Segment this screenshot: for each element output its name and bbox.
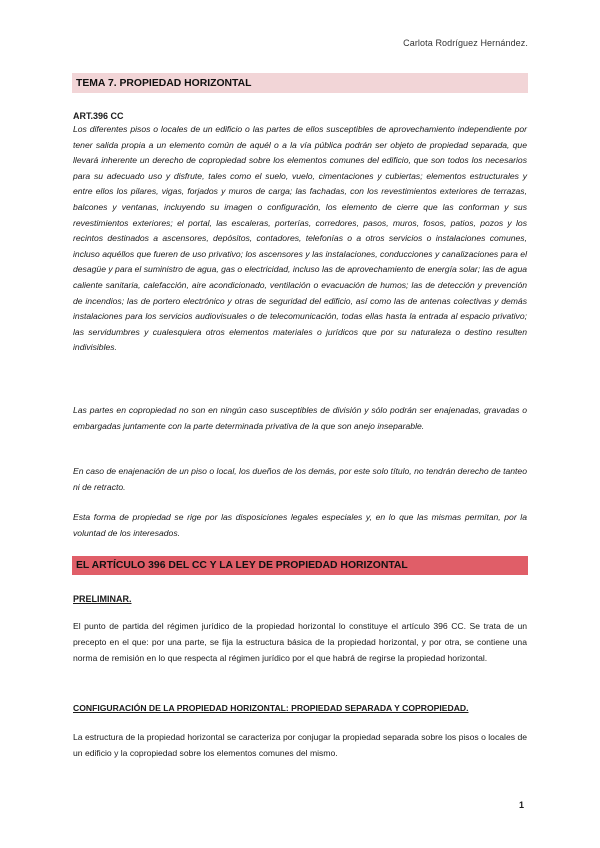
configuracion-paragraph: La estructura de la propiedad horizontal se caracteriza por conjugar la propiedad separada sobre los pisos o locales de un edificio y la copropiedad sobre los elementos comunes del mismo. (73, 732, 527, 758)
preliminar-paragraph: El punto de partida del régimen jurídico de la propiedad horizontal lo constituye el artículo 396 CC. Se trata de un precepto en el que: por una parte, se fija la estructura básica de la propiedad horizontal, y por otra, se contiene una norma de remisión en lo que respecta al régimen jurídico por el que habrá de regirse la propiedad horizontal. (73, 621, 527, 663)
article-paragraph-3: En caso de enajenación de un piso o local, los dueños de los demás, por este solo título, no tendrán derecho de tanteo ni de retracto. (73, 466, 527, 492)
article-paragraph-1: Los diferentes pisos o locales de un edificio o las partes de ellos susceptibles de aprovechamiento independiente por tener salida propia a un elemento común de aquél o a la vía pública podrán ser objeto de propiedad separada, que llevará inherente un derecho de copropiedad sobre los elementos comunes del edificio, que son todos los necesarios para su adecuado uso y disfrute, tales como el suelo, vuelo, cimentaciones y cubiertas; elementos estructurales y entre ellos los pilares, vigas, forjados y muros de carga; las fachadas, con los revestimientos exteriores de terrazas, balcones y ventanas, incluyendo su imagen o configuración, los elemento de cierre que las conforman y sus revestimientos exteriores; el portal, las escaleras, porterías, corredores, pasos, muros, fosos, patios, pozos y los recintos destinados a ascensores, depósitos, contadores, telefonías o a otros servicios o instalaciones comunes, incluso aquéllos que fueren de uso privativo; los ascensores y las instalaciones, conducciones y canalizaciones para el desagüe y para el suministro de agua, gas o electricidad, incluso las de aprovechamiento de energía solar; las de agua caliente sanitaria, calefacción, aire acondicionado, ventilación o evacuación de humos; las de detección y prevención de incendios; las de portero electrónico y otras de seguridad del edificio, así como las de antenas colectivas y demás instalaciones para los servicios audiovisuales o de telecomunicación, todas ellas hasta la entrada al espacio privativo; las servidumbres y cualesquiera otros elementos materiales o jurídicos que por su naturaleza o destino resulten indivisibles. (73, 124, 527, 353)
section-title-tema7 (72, 73, 528, 93)
article-label: ART.396 CC (73, 111, 124, 121)
section-title-text: EL ARTÍCULO 396 DEL CC Y LA LEY DE PROPIEDAD HORIZONTAL (76, 560, 408, 571)
subheading-configuracion: CONFIGURACIÓN DE LA PROPIEDAD HORIZONTAL: PROPIEDAD SEPARADA Y COPROPIEDAD. (73, 703, 469, 713)
article-paragraph-4: Esta forma de propiedad se rige por las disposiciones legales especiales y, en lo que las mismas permitan, por la voluntad de los interesados. (73, 512, 527, 538)
subheading-preliminar: PRELIMINAR. (73, 594, 132, 604)
section-title-text: TEMA 7. PROPIEDAD HORIZONTAL (76, 77, 252, 89)
article-paragraph-2: Las partes en copropiedad no son en ningún caso susceptibles de división y sólo podrán ser enajenadas, gravadas o embargadas juntamente con la parte determinada privativa de la que son anejo inseparable. (73, 405, 527, 431)
section-title-articulo-396 (72, 556, 528, 575)
page-number: 1 (518, 800, 524, 810)
author-header: Carlota Rodríguez Hernández. (403, 38, 528, 48)
